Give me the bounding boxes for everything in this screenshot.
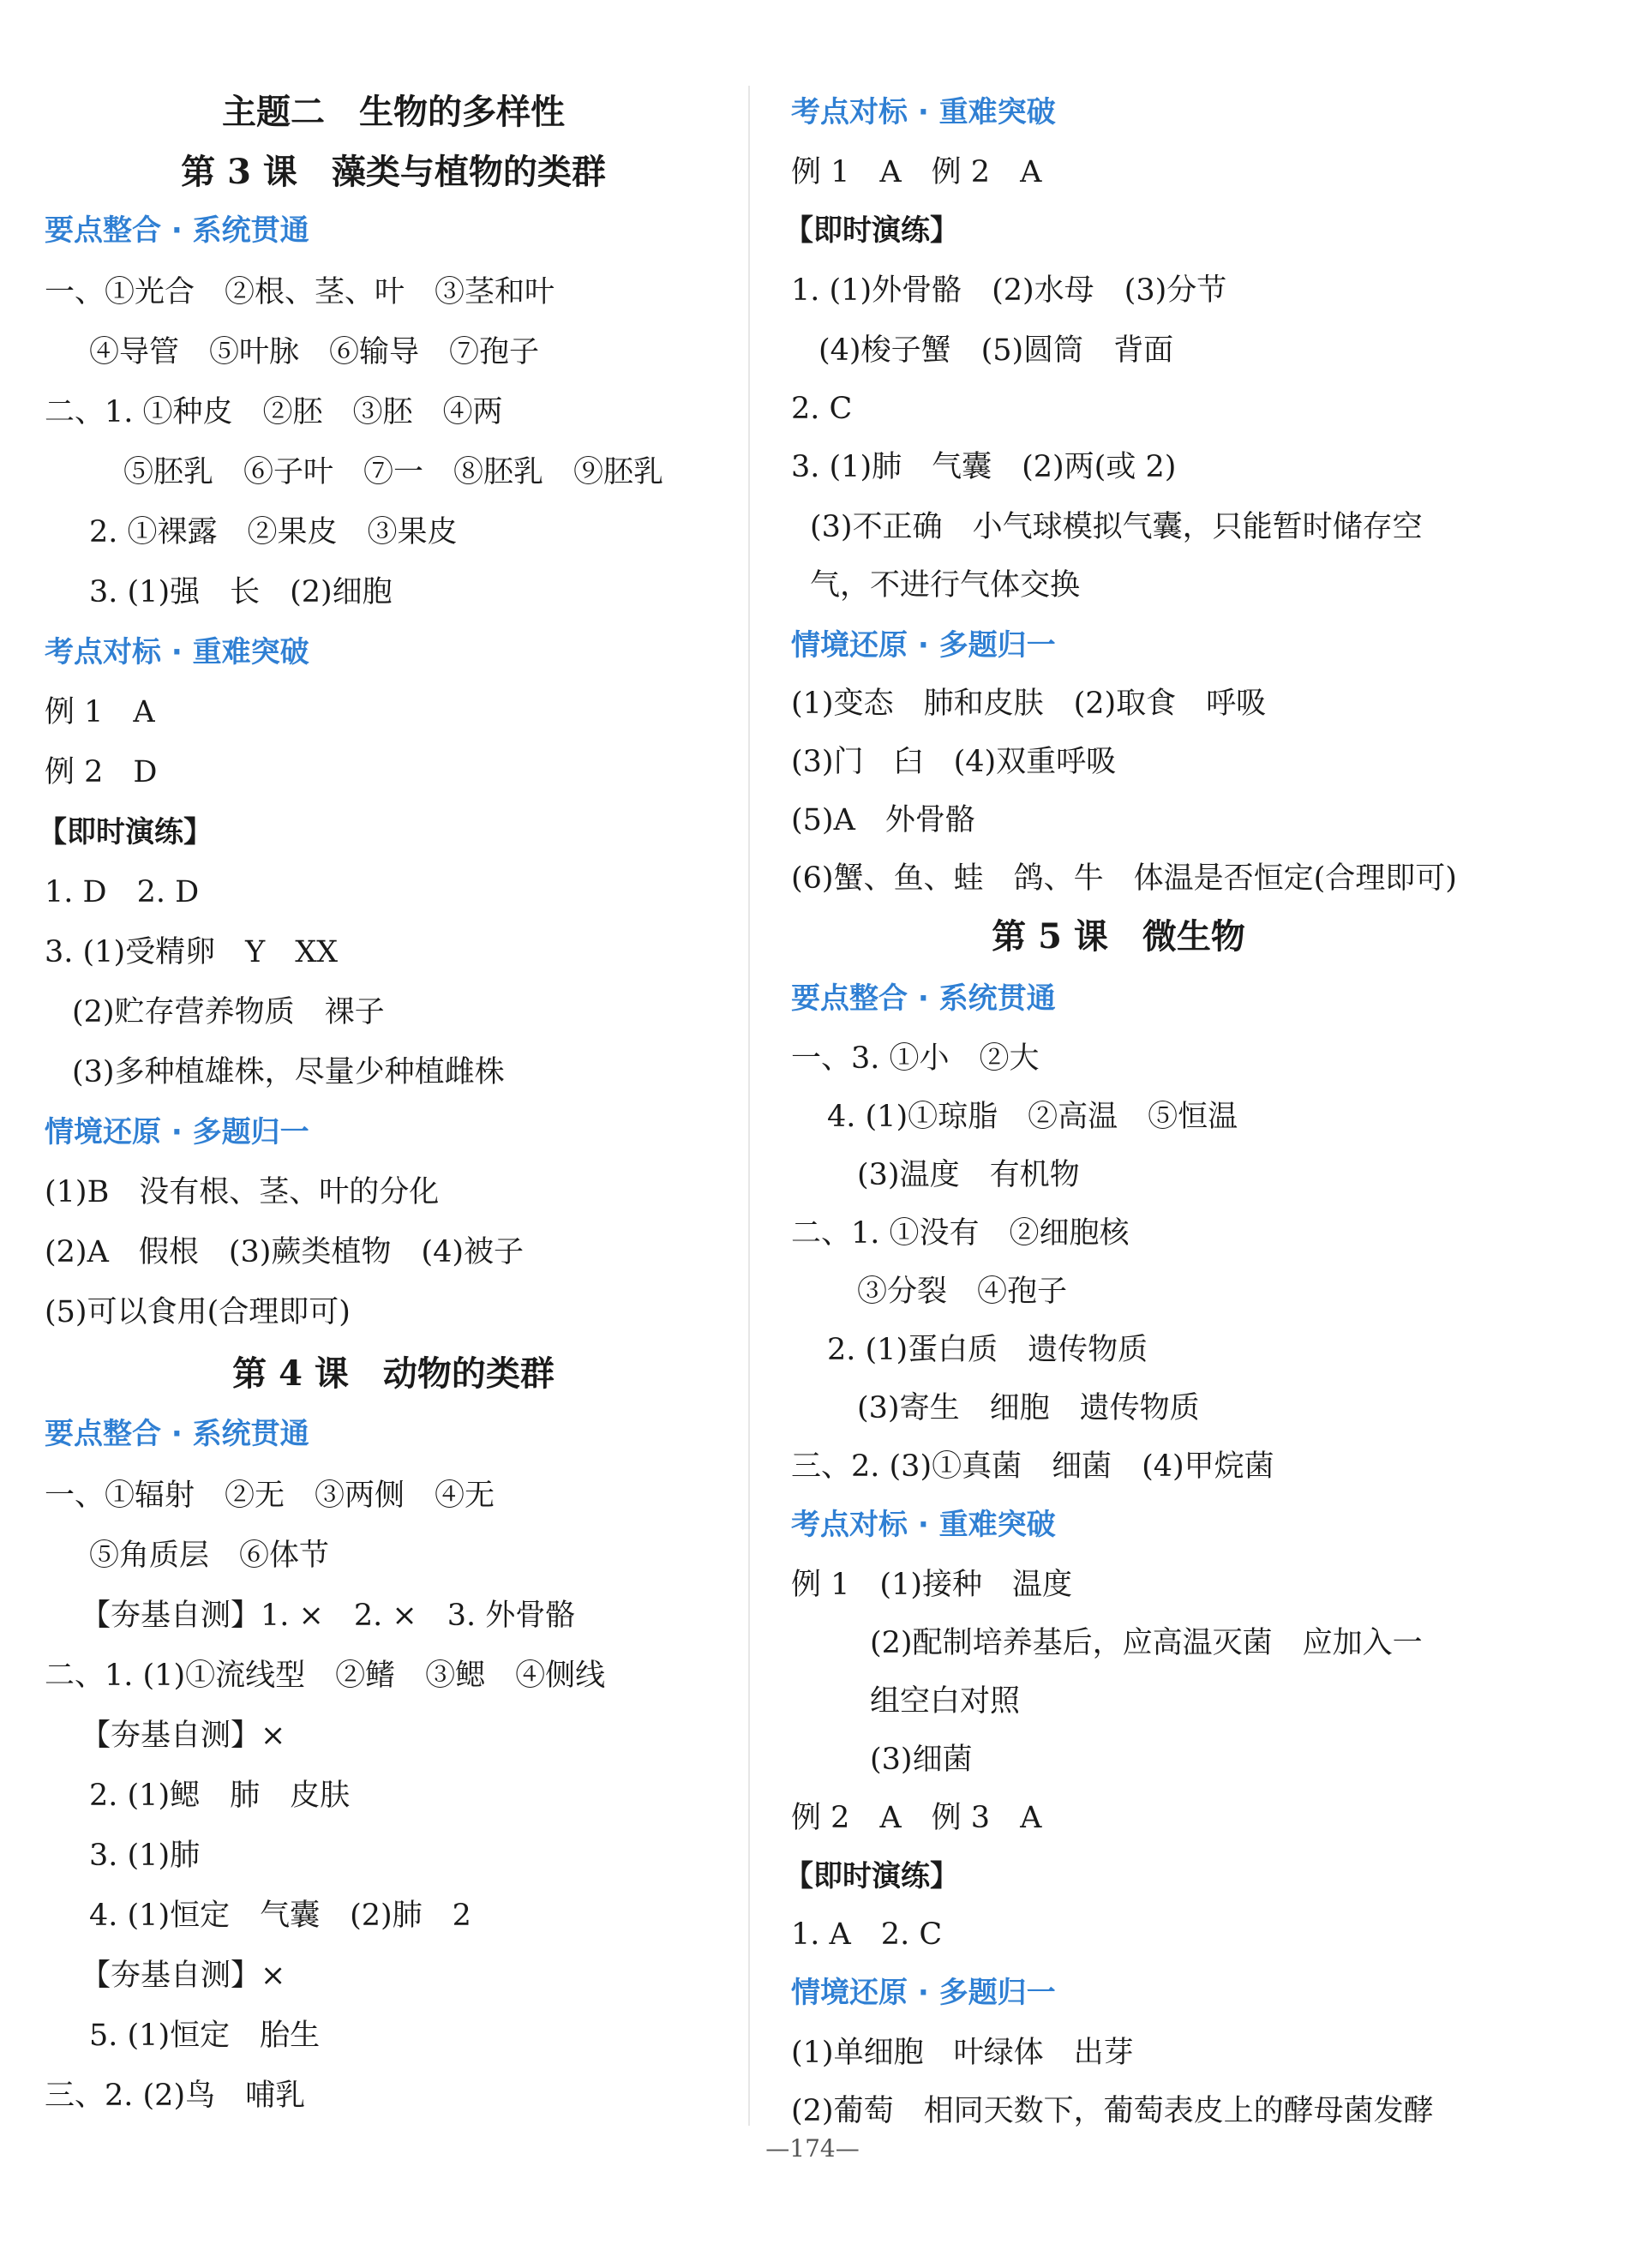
answer-line: 二、1. ①种皮 ②胚 ③胚 ④两 — [45, 395, 503, 429]
answer-line: (5)可以食用(合理即可) — [45, 1295, 351, 1329]
answer-line: 【夯基自测】× — [81, 1959, 286, 1993]
section-heading: 要点整合 · 系统贯通 — [45, 1417, 309, 1451]
answer-line: (1)B 没有根、茎、叶的分化 — [45, 1175, 440, 1209]
answer-line: (5)A 外骨骼 — [791, 803, 975, 837]
example-line: 例 1 A 例 2 A — [791, 155, 1042, 189]
answer-line: (3)门 臼 (4)双重呼吸 — [791, 745, 1117, 779]
answer-line: 1. D 2. D — [45, 875, 200, 909]
practice-heading: 【即时演练】 — [784, 213, 959, 248]
example-line: 例 2 A 例 3 A — [791, 1801, 1042, 1835]
section-heading: 考点对标 · 重难突破 — [791, 1508, 1056, 1542]
answer-line: 2. ①裸露 ②果皮 ③果皮 — [89, 515, 458, 549]
answer-line: (1)变态 肺和皮肤 (2)取食 呼吸 — [791, 687, 1267, 721]
answer-line: 二、1. (1)①流线型 ②鳍 ③鳃 ④侧线 — [45, 1659, 606, 1693]
answer-line: (3)寄生 细胞 遗传物质 — [857, 1391, 1200, 1425]
answer-line: 3. (1)肺 气囊 (2)两(或 2) — [791, 450, 1177, 484]
answer-line: ⑤角质层 ⑥体节 — [89, 1539, 330, 1573]
answer-line: 2. (1)鳃 肺 皮肤 — [89, 1779, 351, 1813]
answer-line: 【夯基自测】1. × 2. × 3. 外骨骼 — [81, 1599, 576, 1633]
example-line: 例 1 A — [45, 695, 155, 729]
theme-title: 主题二 生物的多样性 — [222, 92, 565, 132]
lesson-title: 第 5 课 微生物 — [992, 916, 1245, 957]
answer-line: 二、1. ①没有 ②细胞核 — [791, 1216, 1130, 1251]
section-heading: 情境还原 · 多题归一 — [791, 628, 1056, 663]
answer-line: 4. (1)①琼脂 ②高温 ⑤恒温 — [827, 1100, 1238, 1134]
example-line: 例 2 D — [45, 755, 158, 789]
section-heading: 情境还原 · 多题归一 — [791, 1976, 1056, 2010]
example-line: 例 1 (1)接种 温度 — [791, 1568, 1072, 1602]
answer-line: 一、①光合 ②根、茎、叶 ③茎和叶 — [45, 275, 555, 309]
answer-line: (3)细菌 — [870, 1743, 973, 1777]
section-heading: 考点对标 · 重难突破 — [791, 95, 1056, 129]
answer-line: 三、2. (3)①真菌 细菌 (4)甲烷菌 — [791, 1449, 1274, 1484]
answer-line: ⑤胚乳 ⑥子叶 ⑦一 ⑧胚乳 ⑨胚乳 — [123, 455, 664, 489]
answer-line: (3)多种植雄株，尽量少种植雌株 — [72, 1055, 505, 1089]
answer-line: 组空白对照 — [870, 1684, 1021, 1719]
page-number: —174— — [765, 2134, 860, 2163]
answer-line: (2)配制培养基后，应高温灭菌 应加入一 — [870, 1626, 1423, 1660]
answer-line: 【夯基自测】× — [81, 1719, 286, 1753]
answer-line: 一、3. ①小 ②大 — [791, 1041, 1040, 1076]
answer-line: 5. (1)恒定 胎生 — [89, 2019, 321, 2053]
section-heading: 情境还原 · 多题归一 — [45, 1115, 309, 1149]
practice-heading: 【即时演练】 — [784, 1859, 959, 1893]
answer-line: ④导管 ⑤叶脉 ⑥输导 ⑦孢子 — [89, 335, 540, 369]
answer-line: 三、2. (2)鸟 哺乳 — [45, 2079, 306, 2113]
answer-line: (1)单细胞 叶绿体 出芽 — [791, 2036, 1134, 2070]
answer-line: (3)不正确 小气球模拟气囊，只能暂时储存空 — [810, 510, 1423, 544]
answer-line: 3. (1)受精卵 Y XX — [45, 935, 339, 969]
section-heading: 考点对标 · 重难突破 — [45, 635, 309, 669]
answer-line: ③分裂 ④孢子 — [857, 1275, 1068, 1309]
section-heading: 要点整合 · 系统贯通 — [791, 981, 1056, 1016]
answer-line: 1. A 2. C — [791, 1917, 943, 1952]
answer-line: (3)温度 有机物 — [857, 1158, 1080, 1192]
answer-line: 1. (1)外骨骼 (2)水母 (3)分节 — [791, 273, 1227, 308]
answer-line: 2. (1)蛋白质 遗传物质 — [827, 1333, 1148, 1367]
answer-line: (6)蟹、鱼、蛙 鸽、牛 体温是否恒定(合理即可) — [791, 861, 1457, 896]
answer-line: (2)A 假根 (3)蕨类植物 (4)被子 — [45, 1235, 525, 1269]
answer-line: (2)葡萄 相同天数下，葡萄表皮上的酵母菌发酵 — [791, 2094, 1434, 2128]
answer-line: 气，不进行气体交换 — [810, 568, 1081, 603]
practice-heading: 【即时演练】 — [38, 815, 213, 849]
answer-line: 2. C — [791, 392, 853, 426]
answer-line: 一、①辐射 ②无 ③两侧 ④无 — [45, 1479, 495, 1513]
lesson-title: 第 4 课 动物的类群 — [232, 1353, 555, 1394]
answer-line: 3. (1)肺 — [89, 1839, 201, 1873]
answer-line: 3. (1)强 长 (2)细胞 — [89, 575, 393, 609]
answer-line: 4. (1)恒定 气囊 (2)肺 2 — [89, 1899, 471, 1933]
answer-line: (4)梭子蟹 (5)圆筒 背面 — [818, 333, 1174, 368]
answer-line: (2)贮存营养物质 裸子 — [72, 995, 385, 1029]
lesson-title: 第 3 课 藻类与植物的类群 — [181, 152, 606, 192]
section-heading: 要点整合 · 系统贯通 — [45, 213, 309, 248]
column-divider — [748, 86, 750, 2126]
